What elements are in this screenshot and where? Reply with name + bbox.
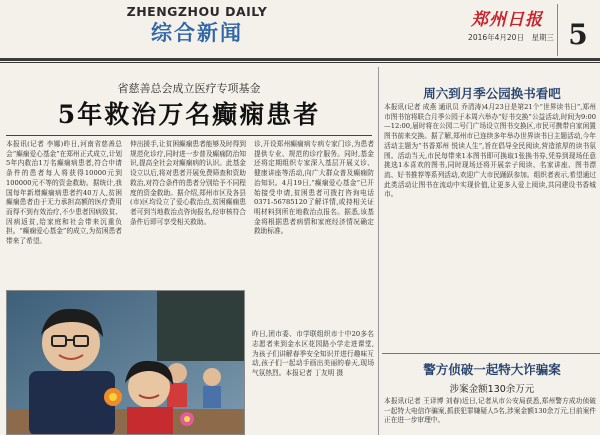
news-photo [6,290,245,435]
issue-date: 2016年4月20日 星期三 [468,33,554,42]
right-story-1-body: 本报讯(记者 成燕 通讯员 乔清涛)4月23日是第21个“世界读书日”,郑州市图书馆将联合月季公园于本周六举办“好书交换”公益活动,时间为9:00—12:00,届时将在公园二号门广场设立图书交换区,市民可携带自家闲置图书前来交换。据了解,郑州市已连续多年举办世界读书日主题活动,今年活动主题为“书香郑州 悦读人生”,旨在倡导全民阅读,营造浓厚的读书氛围。活动当天,市民每带来1本图书即可换取1张换书券,凭券到现场任意挑选1本喜欢的图书,同时现场还将开展亲子阅读、名家讲座、图书漂流、好书推荐等系列活动,欢迎广大市民踊跃参加。组织者表示,希望通过此类活动让图书在流动中实现价值,让更多人爱上阅读,共同建设书香城市。 [384,103,596,199]
paper-name-logo: 郑州日报 [471,10,543,30]
headline-rule [6,135,372,136]
main-story-kicker: 省慈善总会成立医疗专项基金 [117,82,261,95]
page-number: 5 [568,18,588,51]
photo-caption: 昨日,团市委、市学联组织市十中20多名志愿者来到金水区花园路小学走进课堂,为孩子们讲解春季安全知识并进行趣味互动,孩子们一起动手画出美丽的春天,现场气氛热烈。本报记者 丁友明 摄 [252,330,374,378]
masthead-divider [557,4,558,56]
right-story-2-subhead: 涉案金额130余万元 [449,384,535,395]
right-story-2-body: 本报讯(记者 王译博 刘春)近日,记者从市公安局获悉,郑州警方成功侦破一起特大电信诈骗案,抓获犯罪嫌疑人5名,涉案金额130余万元,目前案件正在进一步审理中。 [384,397,596,425]
section-title: 综合新闻 [151,21,243,45]
right-story-rule [382,353,600,354]
main-story-column-2: 伸出援手,让贫困癫痫患者能够及时得到规范化诊疗,同时进一步普及癫痫防治知识,提高全社会对癫痫病的认识。此基金设立以后,将对患者开展免费筛查和资助救治,对符合条件的患者分别给予不同程度的资金救助。据介绍,郑州市区及各县(市)区均设立了爱心救治点,贫困癫痫患者可到当地救治点咨询报名,经审核符合条件后即可享受相关救助。 [130,140,246,226]
masthead-english-title: ZHENGZHOU DAILY [126,4,268,19]
masthead [0,0,600,66]
blackboard-shape [157,291,245,361]
column-divider [378,67,379,435]
main-story-column-3: 诊,开设郑州癫痫病专病专家门诊,为患者提供专业、规范的诊疗服务。同时,基金还将定期组织专家深入基层开展义诊、健康讲座等活动,向广大群众普及癫痫防治知识。4月19日,“癫痫爱心基金”已开始接受申请,贫困患者可拨打咨询电话0371-56785120了解详情,或持相关证明材料到所在地救治点报名。据悉,该基金将根据患者病情和家庭经济情况确定救助标准。 [254,140,374,236]
right-story-1-headline: 周六到月季公园换书看吧 [423,86,561,101]
right-story-2-headline: 警方侦破一起特大诈骗案 [423,362,561,377]
masthead-rule [0,58,600,61]
main-story-column-1: 本报讯(记者 李娜)昨日,河南省慈善总会“癫痫爱心基金”在郑州正式成立,计划5年内救治1万名癫痫病患者,符合申请条件的患者每人将获得10000元到100000元不等的资金救助。据统计,我国每年新增癫痫病患者约40万人,贫困癫痫患者由于无力承担高额的医疗费用而得不到有效治疗,不少患者因病致贫、因病返贫,给家庭和社会带来沉重负担。“癫痫爱心基金”的成立,为贫困患者带来了希望。 [6,140,122,246]
classroom-photo-illustration [7,291,245,435]
main-story-headline: 5年救治万名癫痫患者 [57,100,321,129]
masthead-rule-thin [0,62,600,63]
